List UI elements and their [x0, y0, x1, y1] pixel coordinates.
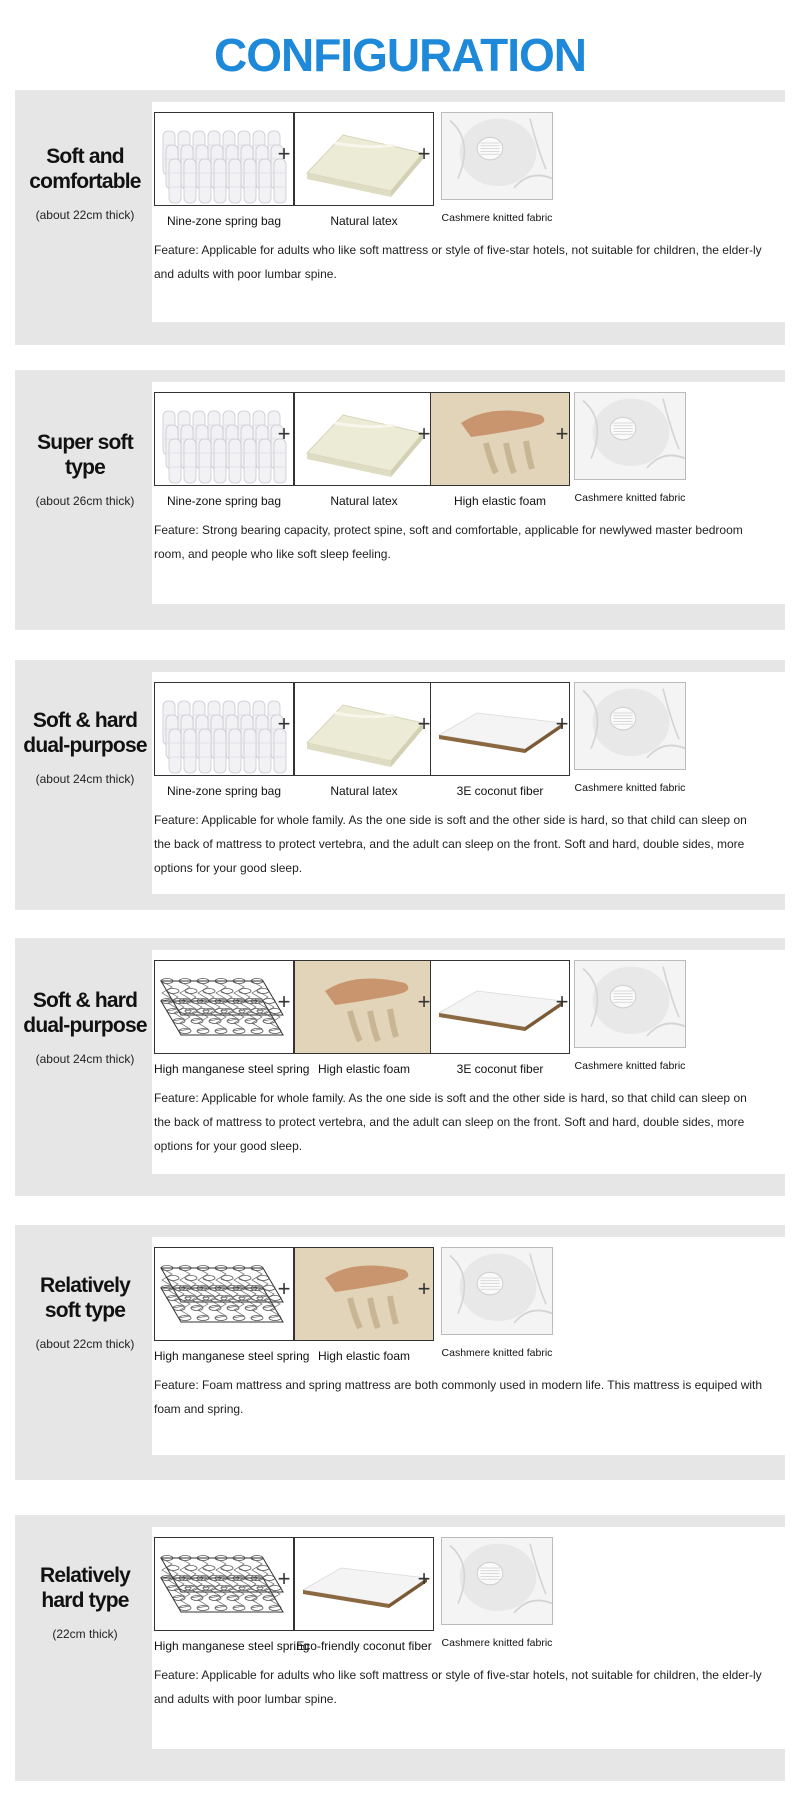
layer-label: Natural latex: [330, 214, 398, 228]
layer-item: [437, 1537, 577, 1649]
memory-foam-icon: [431, 393, 570, 486]
layer-item: [154, 1537, 310, 1653]
plus-icon: +: [277, 1566, 291, 1591]
knitted-fabric-icon: [575, 961, 686, 1048]
layer-label: Cashmere knitted fabric: [441, 1637, 553, 1649]
knitted-fabric-icon: [575, 393, 686, 480]
layer-image: [154, 1247, 294, 1341]
thickness-label: (about 24cm thick): [35, 772, 135, 786]
plus-icon: +: [555, 421, 569, 446]
layer-image: [154, 1537, 294, 1631]
layer-image: [441, 112, 553, 200]
feature-text: Feature: Foam mattress and spring mattress are both commonly used in modern life. This mattress is equiped with foam and spring.: [154, 1378, 763, 1416]
config-section: [15, 1515, 785, 1781]
plus-icon: +: [277, 711, 291, 736]
config-panel: [152, 102, 785, 322]
config-name: [15, 1273, 155, 1323]
layer-label: Cashmere knitted fabric: [574, 1060, 686, 1072]
config-section: [15, 1225, 785, 1480]
layer-label: Nine-zone spring bag: [166, 214, 282, 228]
layer-image: [430, 960, 570, 1054]
knitted-fabric-icon: [442, 113, 553, 200]
layer-item: [570, 392, 710, 504]
knitted-fabric-icon: [442, 1538, 553, 1625]
config-section: [15, 90, 785, 345]
layer-item: [154, 1247, 310, 1363]
feature-text: Feature: Strong bearing capacity, protect spine, soft and comfortable, applicable for newlywed master bedroom room, and people who like soft sleep feeling.: [154, 523, 743, 561]
layer-image: [294, 960, 434, 1054]
config-section: [15, 660, 785, 910]
layer-label: Cashmere knitted fabric: [574, 492, 686, 504]
config-name-line: Soft and: [46, 145, 124, 168]
layer-item: [294, 960, 434, 1076]
config-heading: [15, 1563, 155, 1641]
memory-foam-icon: [295, 961, 434, 1054]
config-panel: [152, 672, 785, 894]
plus-icon: +: [417, 711, 431, 736]
plus-icon: +: [417, 141, 431, 166]
layer-item: [437, 1247, 577, 1359]
layer-label: High elastic foam: [317, 1349, 411, 1363]
config-heading: [15, 430, 155, 508]
layer-item: [154, 392, 294, 508]
feature-text: Feature: Applicable for whole family. As the one side is soft and the other side is hard, so that child can sleep on the back of mattress to protect vertebra, and the adult can sleep on the front. Soft and hard, double sides, more options for your good sleep.: [154, 1091, 747, 1153]
layer-label: Cashmere knitted fabric: [574, 782, 686, 794]
plus-icon: +: [277, 1276, 291, 1301]
feature-text: Feature: Applicable for whole family. As the one side is soft and the other side is hard, so that child can sleep on the back of mattress to protect vertebra, and the adult can sleep on the front. Soft and hard, double sides, more options for your good sleep.: [154, 813, 747, 875]
latex-icon: [295, 113, 434, 206]
thickness-label: (about 24cm thick): [35, 1052, 135, 1066]
feature-text: Feature: Applicable for adults who like soft mattress or style of five-star hotels, not suitable for children, the elder-ly and adults with poor lumbar spine.: [154, 1668, 762, 1706]
feature-text: Feature: Applicable for adults who like soft mattress or style of five-star hotels, not suitable for children, the elder-ly and adults with poor lumbar spine.: [154, 243, 762, 281]
layer-item: [294, 1247, 434, 1363]
config-name: [15, 430, 155, 480]
config-name-line: Relatively: [39, 1564, 131, 1587]
pocket-spring-icon: [155, 393, 294, 486]
layer-image: [294, 392, 434, 486]
layer-image: [441, 1537, 553, 1625]
config-name-line: Soft & hard: [32, 709, 138, 732]
layer-item: [570, 960, 710, 1072]
layer-image: [294, 1537, 434, 1631]
config-heading: [15, 988, 155, 1066]
layer-label: Cashmere knitted fabric: [441, 212, 553, 224]
plus-icon: +: [417, 989, 431, 1014]
latex-icon: [295, 393, 434, 486]
layer-item: [294, 392, 434, 508]
layer-item: [430, 682, 570, 798]
config-name-line: comfortable: [29, 170, 141, 193]
thickness-label: (about 26cm thick): [35, 494, 135, 508]
layer-label: Nine-zone spring bag: [166, 784, 282, 798]
plus-icon: +: [277, 141, 291, 166]
layer-item: [294, 1537, 434, 1653]
config-name-line: Soft & hard: [32, 989, 138, 1012]
config-name-line: soft type: [44, 1299, 126, 1322]
layer-item: [430, 960, 570, 1076]
layer-label: High elastic foam: [453, 494, 547, 508]
config-name-line: hard type: [41, 1589, 129, 1612]
config-name-line: dual-purpose: [23, 1014, 147, 1037]
coconut-fiber-icon: [431, 683, 570, 776]
plus-icon: +: [277, 989, 291, 1014]
bonnell-spring-icon: [155, 1538, 294, 1631]
layer-item: [154, 682, 294, 798]
page-title: CONFIGURATION: [213, 29, 586, 81]
layer-image: [294, 682, 434, 776]
bonnell-spring-icon: [155, 1248, 294, 1341]
layer-label: Natural latex: [330, 494, 398, 508]
layer-image: [574, 682, 686, 770]
config-panel: [152, 1237, 785, 1455]
config-name: [15, 144, 155, 194]
layer-label: 3E coconut fiber: [456, 1062, 544, 1076]
layer-label: High elastic foam: [317, 1062, 411, 1076]
config-name: [15, 708, 155, 758]
layer-item: [294, 682, 434, 798]
layer-image: [154, 960, 294, 1054]
config-section: [15, 370, 785, 630]
layer-label: 3E coconut fiber: [456, 784, 544, 798]
layer-image: [154, 392, 294, 486]
config-panel: [152, 950, 785, 1174]
layer-label: Nine-zone spring bag: [166, 494, 282, 508]
coconut-fiber-icon: [431, 961, 570, 1054]
plus-icon: +: [417, 421, 431, 446]
layer-item: [430, 392, 570, 508]
config-heading: [15, 1273, 155, 1351]
layer-label: Cashmere knitted fabric: [441, 1347, 553, 1359]
layer-label: Eco-friendly coconut fiber: [296, 1639, 432, 1653]
coconut-fiber-icon: [295, 1538, 434, 1631]
layer-image: [294, 1247, 434, 1341]
plus-icon: +: [417, 1566, 431, 1591]
config-name: [15, 988, 155, 1038]
config-section: [15, 938, 785, 1196]
layer-item: [154, 112, 294, 228]
plus-icon: +: [277, 421, 291, 446]
pocket-spring-icon: [155, 683, 294, 776]
layer-image: [574, 392, 686, 480]
config-panel: [152, 1527, 785, 1749]
layer-label: High manganese steel spring: [154, 1349, 310, 1363]
layer-image: [574, 960, 686, 1048]
layer-label: High manganese steel spring: [154, 1639, 310, 1653]
config-name: [15, 1563, 155, 1613]
config-heading: [15, 708, 155, 786]
plus-icon: +: [555, 989, 569, 1014]
thickness-label: (22cm thick): [52, 1627, 118, 1641]
plus-icon: +: [417, 1276, 431, 1301]
thickness-label: (about 22cm thick): [35, 208, 135, 222]
config-name-line: Relatively: [39, 1274, 131, 1297]
layer-image: [154, 682, 294, 776]
layer-item: [154, 960, 310, 1076]
layer-image: [154, 112, 294, 206]
layer-image: [441, 1247, 553, 1335]
layer-item: [437, 112, 577, 224]
config-panel: [152, 382, 785, 604]
thickness-label: (about 22cm thick): [35, 1337, 135, 1351]
knitted-fabric-icon: [575, 683, 686, 770]
pocket-spring-icon: [155, 113, 294, 206]
knitted-fabric-icon: [442, 1248, 553, 1335]
plus-icon: +: [555, 711, 569, 736]
latex-icon: [295, 683, 434, 776]
layer-item: [294, 112, 434, 228]
layer-image: [430, 682, 570, 776]
layer-label: Natural latex: [330, 784, 398, 798]
config-name-line: Super soft type: [37, 431, 133, 479]
bonnell-spring-icon: [155, 961, 294, 1054]
layer-item: [570, 682, 710, 794]
layer-label: High manganese steel spring: [154, 1062, 310, 1076]
config-heading: [15, 144, 155, 222]
layer-image: [294, 112, 434, 206]
layer-image: [430, 392, 570, 486]
memory-foam-icon: [295, 1248, 434, 1341]
config-name-line: dual-purpose: [23, 734, 147, 757]
